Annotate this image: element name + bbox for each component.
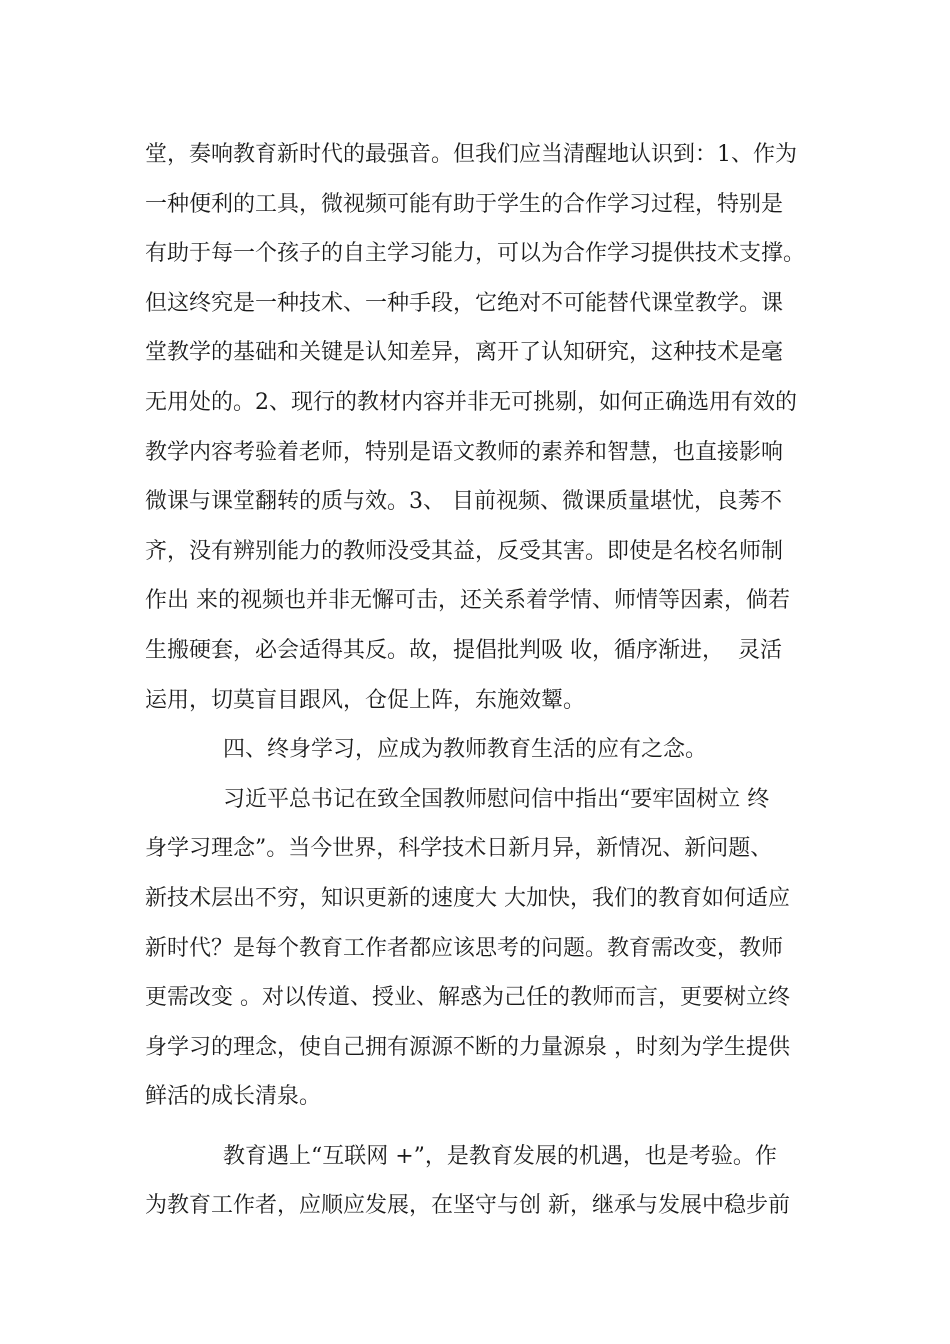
paragraph-line: 鲜活的成长清泉。 [145, 1084, 322, 1110]
paragraph-line: 有助于每一个孩子的自主学习能力，可以为合作学习提供技术支撑。 [145, 241, 806, 267]
paragraph-line: 齐，没有辨别能力的教师没受其益，反受其害。即使是名校名师制 [145, 538, 784, 564]
paragraph-line: 堂教学的基础和关键是认知差异，离开了认知研究，这种技术是毫 [145, 340, 784, 366]
paragraph-line: 但这终究是一种技术、一种手段，它绝对不可能替代课堂教学。课 [145, 290, 784, 316]
paragraph-line: 作出 来的视频也并非无懈可击，还关系着学情、师情等因素，倘若 [145, 588, 790, 614]
paragraph-line: 教学内容考验着老师，特别是语文教师的素养和智慧，也直接影响 [145, 439, 784, 465]
paragraph-line: 身学习理念”。当今世界，科学技术日新月异，新情况、新问题、 [145, 836, 773, 862]
paragraph-line: 身学习的理念，使自己拥有源源不断的力量源泉 ，时刻为学生提供 [145, 1034, 790, 1060]
paragraph-line: 新时代？是每个教育工作者都应该思考的问题。教育需改变，教师 [145, 935, 784, 961]
paragraph-line: 一种便利的工具，微视频可能有助于学生的合作学习过程，特别是 [145, 191, 784, 217]
paragraph-line: 新技术层出不穷，知识更新的速度大 大加快，我们的教育如何适应 [145, 885, 790, 911]
paragraph-line: 为教育工作者，应顺应发展，在坚守与创 新，继承与发展中稳步前 [145, 1193, 790, 1219]
paragraph-line: 教育遇上“互联网 +”，是教育发展的机遇，也是考验。作 [223, 1143, 777, 1169]
paragraph-line: 更需改变 。对以传道、授业、解惑为己任的教师而言，更要树立终 [145, 985, 790, 1011]
paragraph-line: 无用处的。2、现行的教材内容并非无可挑剔，如何正确选用有效的 [145, 389, 797, 415]
paragraph-line: 习近平总书记在致全国教师慰问信中指出“要牢固树立 终 [223, 786, 770, 812]
paragraph-line: 运用，切莫盲目跟风，仓促上阵，东施效颦。 [145, 687, 586, 713]
paragraph-line: 生搬硬套，必会适得其反。故，提倡批判吸 收，循序渐进， 灵活 [145, 637, 782, 663]
paragraph-line: 堂，奏响教育新时代的最强音。但我们应当清醒地认识到：1、作为 [145, 142, 797, 167]
section-heading: 四、终身学习，应成为教师教育生活的应有之念。 [223, 737, 708, 763]
paragraph-spacer [145, 1122, 825, 1132]
document-body [145, 130, 825, 1231]
paragraph-line: 微课与课堂翻转的质与效。3、 目前视频、微课质量堪忧，良莠不 [145, 489, 782, 515]
